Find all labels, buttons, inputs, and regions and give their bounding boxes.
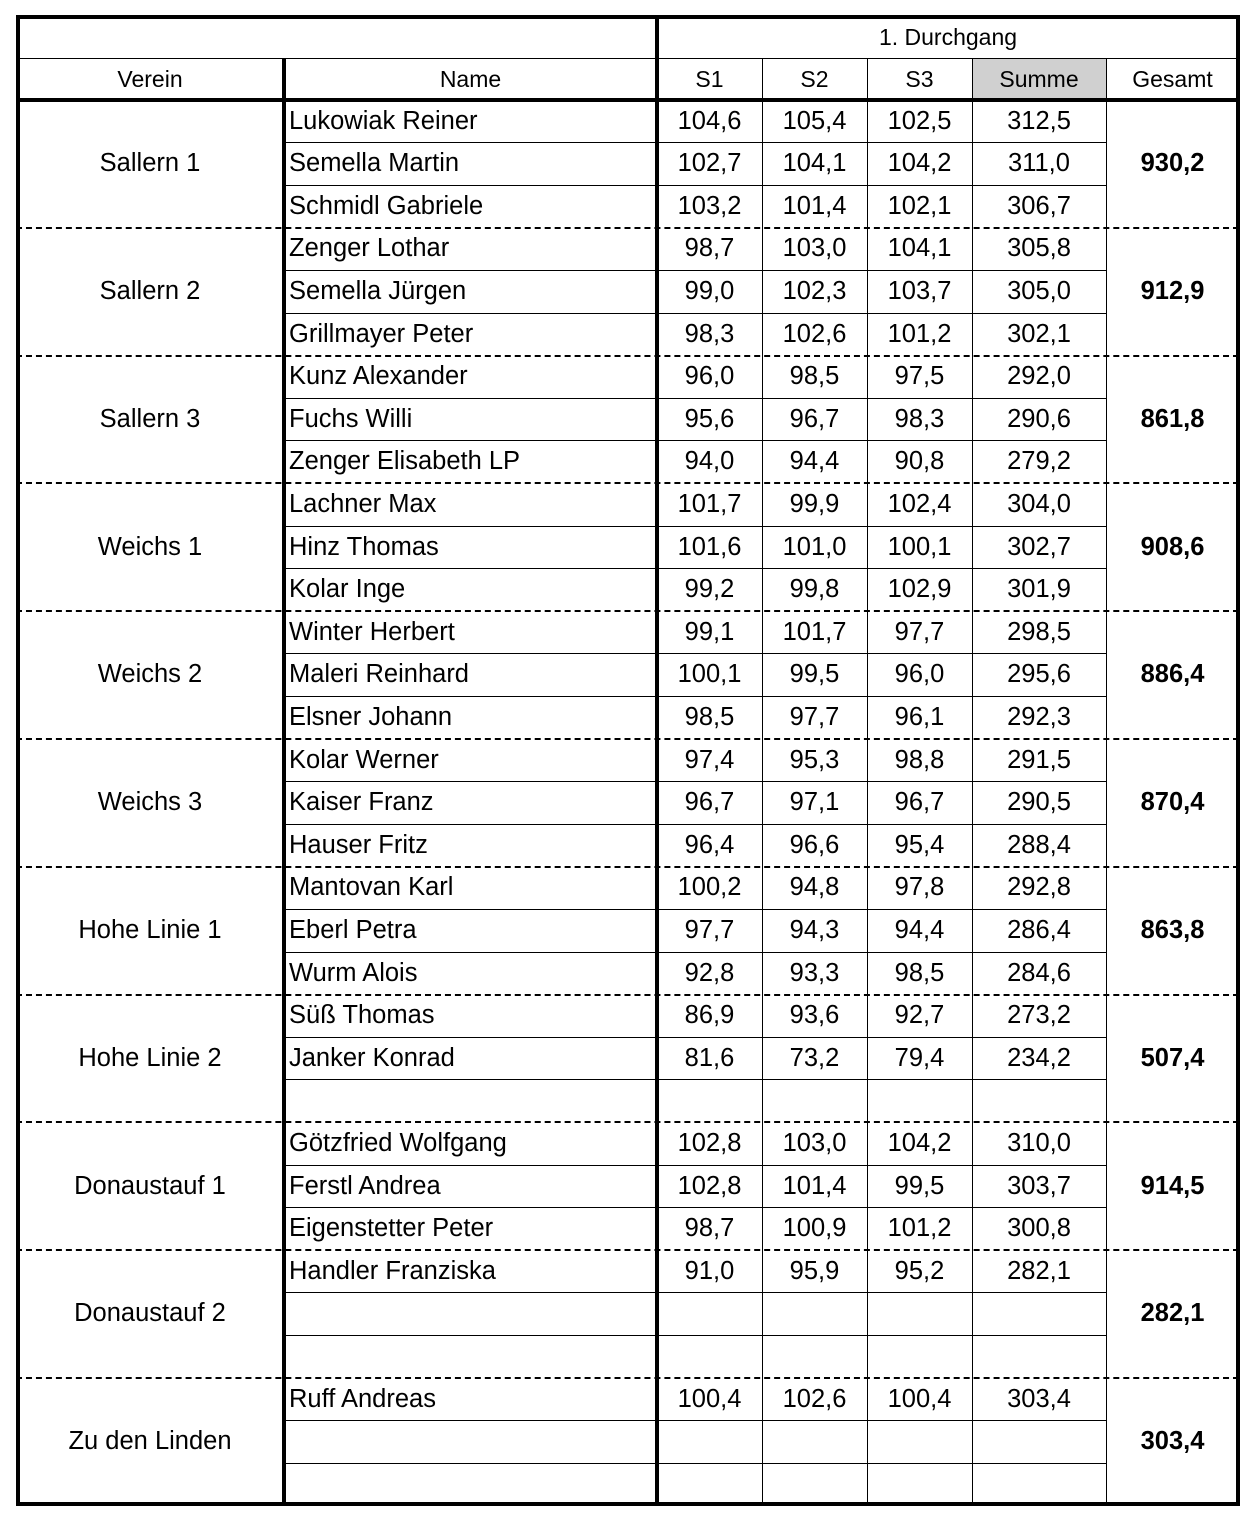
shooter-name: Kolar Inge bbox=[289, 575, 406, 604]
column-divider bbox=[282, 59, 286, 1506]
shooter-name: Wurm Alois bbox=[289, 958, 418, 987]
shooter-name: Mantovan Karl bbox=[289, 873, 454, 902]
score-s2: 103,0 bbox=[782, 234, 847, 263]
column-divider bbox=[655, 15, 659, 1506]
row-divider bbox=[284, 526, 1106, 527]
row-divider bbox=[284, 398, 1106, 399]
score-s3: 104,2 bbox=[887, 149, 952, 178]
score-s1: 101,7 bbox=[677, 489, 742, 518]
score-s2: 98,5 bbox=[789, 362, 840, 391]
score-summe: 306,7 bbox=[1007, 191, 1071, 220]
score-s3: 97,8 bbox=[894, 873, 945, 902]
score-s1: 81,6 bbox=[684, 1043, 735, 1072]
score-s1: 98,3 bbox=[684, 319, 735, 348]
score-s2: 102,6 bbox=[782, 1384, 847, 1413]
score-summe: 305,0 bbox=[1007, 276, 1071, 305]
shooter-name: Zenger Elisabeth LP bbox=[289, 447, 521, 476]
score-s3 bbox=[867, 1463, 972, 1506]
score-summe: 312,5 bbox=[1007, 106, 1071, 135]
score-s1: 97,7 bbox=[684, 915, 735, 944]
team-name: Hohe Linie 1 bbox=[78, 915, 222, 944]
score-s3: 100,4 bbox=[887, 1384, 952, 1413]
score-s2: 100,9 bbox=[782, 1214, 847, 1243]
team-total: 912,9 bbox=[1140, 276, 1205, 305]
score-s1: 103,2 bbox=[677, 191, 742, 220]
score-s2: 93,3 bbox=[789, 958, 840, 987]
score-summe: 302,7 bbox=[1007, 532, 1071, 561]
score-s1 bbox=[657, 1080, 762, 1123]
score-s3: 98,8 bbox=[894, 745, 945, 774]
score-s1: 104,6 bbox=[677, 106, 742, 135]
score-s3 bbox=[867, 1080, 972, 1123]
row-divider bbox=[284, 696, 1106, 697]
score-s2: 96,6 bbox=[789, 830, 840, 859]
score-s2: 94,8 bbox=[789, 873, 840, 902]
shooter-name: Maleri Reinhard bbox=[289, 660, 469, 689]
team-name: Donaustauf 1 bbox=[74, 1171, 226, 1200]
team-name: Sallern 1 bbox=[99, 149, 201, 178]
shooter-name: Kunz Alexander bbox=[289, 362, 468, 391]
score-summe: 303,4 bbox=[1007, 1384, 1071, 1413]
shooter-name: Janker Konrad bbox=[289, 1043, 455, 1072]
row-divider bbox=[284, 1165, 1106, 1166]
score-s3: 103,7 bbox=[887, 276, 952, 305]
score-s3: 102,1 bbox=[887, 191, 952, 220]
row-divider bbox=[284, 1420, 1106, 1421]
row-divider bbox=[284, 440, 1106, 441]
score-summe: 304,0 bbox=[1007, 489, 1071, 518]
shooter-name: Lachner Max bbox=[289, 489, 437, 518]
column-header-summe: Summe bbox=[972, 59, 1106, 100]
team-total: 908,6 bbox=[1140, 532, 1205, 561]
score-s3 bbox=[867, 1335, 972, 1378]
score-s1: 100,2 bbox=[677, 873, 742, 902]
shooter-name bbox=[284, 1293, 657, 1336]
shooter-name: Grillmayer Peter bbox=[289, 319, 474, 348]
score-s3: 96,7 bbox=[894, 788, 945, 817]
score-s2: 93,6 bbox=[789, 1001, 840, 1030]
row-divider bbox=[284, 270, 1106, 271]
team-name: Sallern 3 bbox=[99, 404, 201, 433]
score-summe: 303,7 bbox=[1007, 1171, 1071, 1200]
shooter-name: Zenger Lothar bbox=[289, 234, 450, 263]
score-s2: 97,7 bbox=[789, 702, 840, 731]
score-summe: 286,4 bbox=[1007, 915, 1071, 944]
score-summe: 295,6 bbox=[1007, 660, 1071, 689]
row-divider bbox=[284, 909, 1106, 910]
shooter-name: Hauser Fritz bbox=[289, 830, 428, 859]
team-total: 863,8 bbox=[1140, 915, 1205, 944]
score-s1: 92,8 bbox=[684, 958, 735, 987]
row-divider bbox=[284, 1207, 1106, 1208]
score-summe bbox=[972, 1335, 1106, 1378]
score-s3: 101,2 bbox=[887, 1214, 952, 1243]
row-divider bbox=[284, 185, 1106, 186]
score-s2: 105,4 bbox=[782, 106, 847, 135]
score-s1: 96,4 bbox=[684, 830, 735, 859]
score-s2: 73,2 bbox=[789, 1043, 840, 1072]
row-divider bbox=[284, 1037, 1106, 1038]
column-divider bbox=[762, 59, 763, 1506]
score-s2: 101,4 bbox=[782, 1171, 847, 1200]
score-s3 bbox=[867, 1421, 972, 1464]
score-s2 bbox=[762, 1421, 867, 1464]
score-summe: 273,2 bbox=[1007, 1001, 1071, 1030]
table-bottom-border bbox=[16, 1502, 1239, 1506]
score-s2 bbox=[762, 1080, 867, 1123]
score-s1: 99,1 bbox=[684, 617, 735, 646]
team-name: Hohe Linie 2 bbox=[78, 1043, 222, 1072]
team-total: 930,2 bbox=[1140, 149, 1205, 178]
score-s2: 96,7 bbox=[789, 404, 840, 433]
score-s3: 96,0 bbox=[894, 660, 945, 689]
team-total: 886,4 bbox=[1140, 660, 1205, 689]
score-s3: 97,7 bbox=[894, 617, 945, 646]
score-s1: 100,4 bbox=[677, 1384, 742, 1413]
score-summe bbox=[972, 1293, 1106, 1336]
table-top-border bbox=[16, 15, 1239, 19]
column-header-s3: S3 bbox=[905, 66, 934, 92]
shooter-name: Kaiser Franz bbox=[289, 788, 434, 817]
team-total: 303,4 bbox=[1140, 1427, 1205, 1456]
column-header-s2: S2 bbox=[800, 66, 829, 92]
shooter-name: Elsner Johann bbox=[289, 702, 453, 731]
score-summe: 290,5 bbox=[1007, 788, 1071, 817]
score-s1: 99,0 bbox=[684, 276, 735, 305]
shooter-name bbox=[284, 1080, 657, 1123]
shooter-name: Süß Thomas bbox=[289, 1001, 435, 1030]
shooter-name: Schmidl Gabriele bbox=[289, 191, 484, 220]
score-s1 bbox=[657, 1421, 762, 1464]
table-right-border bbox=[1236, 15, 1240, 1506]
score-s1: 102,7 bbox=[677, 149, 742, 178]
score-s2: 95,3 bbox=[789, 745, 840, 774]
score-s1 bbox=[657, 1293, 762, 1336]
score-summe: 290,6 bbox=[1007, 404, 1071, 433]
score-s2: 99,9 bbox=[789, 489, 840, 518]
column-header-verein: Verein bbox=[117, 66, 183, 92]
shooter-name: Semella Martin bbox=[289, 149, 460, 178]
team-name: Sallern 2 bbox=[99, 276, 201, 305]
row-divider bbox=[284, 1463, 1106, 1464]
shooter-name bbox=[284, 1421, 657, 1464]
score-summe bbox=[972, 1421, 1106, 1464]
score-s3: 104,1 bbox=[887, 234, 952, 263]
team-total: 507,4 bbox=[1140, 1043, 1205, 1072]
shooter-name bbox=[284, 1463, 657, 1506]
score-summe: 292,8 bbox=[1007, 873, 1071, 902]
group-header-label: 1. Durchgang bbox=[878, 23, 1018, 50]
team-total: 914,5 bbox=[1140, 1171, 1205, 1200]
results-table bbox=[16, 15, 1239, 1510]
score-s2: 94,3 bbox=[789, 915, 840, 944]
score-s1: 99,2 bbox=[684, 575, 735, 604]
score-summe: 282,1 bbox=[1007, 1256, 1071, 1285]
header-divider bbox=[16, 58, 1239, 59]
score-s1: 102,8 bbox=[677, 1128, 742, 1157]
score-s3: 95,2 bbox=[894, 1256, 945, 1285]
shooter-name: Winter Herbert bbox=[289, 617, 455, 646]
score-s1: 91,0 bbox=[684, 1256, 735, 1285]
row-divider bbox=[284, 142, 1106, 143]
team-total: 870,4 bbox=[1140, 788, 1205, 817]
row-divider bbox=[284, 824, 1106, 825]
score-s3: 94,4 bbox=[894, 915, 945, 944]
score-s3: 102,9 bbox=[887, 575, 952, 604]
score-s2 bbox=[762, 1293, 867, 1336]
score-s3: 97,5 bbox=[894, 362, 945, 391]
team-name: Weichs 3 bbox=[97, 788, 203, 817]
shooter-name: Semella Jürgen bbox=[289, 276, 467, 305]
shooter-name bbox=[284, 1335, 657, 1378]
column-divider bbox=[972, 59, 973, 1506]
score-s3: 102,5 bbox=[887, 106, 952, 135]
score-s1: 95,6 bbox=[684, 404, 735, 433]
score-summe: 234,2 bbox=[1007, 1043, 1071, 1072]
row-divider bbox=[284, 313, 1106, 314]
score-summe: 292,3 bbox=[1007, 702, 1071, 731]
score-s1: 101,6 bbox=[677, 532, 742, 561]
score-summe: 311,0 bbox=[1008, 149, 1070, 178]
score-s2: 101,0 bbox=[782, 532, 847, 561]
column-header-name: Name bbox=[439, 66, 502, 92]
score-s2: 102,3 bbox=[782, 276, 847, 305]
team-name: Donaustauf 2 bbox=[74, 1299, 226, 1328]
column-divider bbox=[1106, 59, 1107, 1506]
score-summe: 291,5 bbox=[1007, 745, 1071, 774]
score-summe: 300,8 bbox=[1007, 1214, 1071, 1243]
score-s3: 102,4 bbox=[887, 489, 952, 518]
score-s2: 104,1 bbox=[782, 149, 847, 178]
header-bottom-border bbox=[16, 98, 1239, 102]
column-header-s1: S1 bbox=[695, 66, 724, 92]
score-s3: 98,3 bbox=[894, 404, 945, 433]
score-s2: 101,7 bbox=[782, 617, 847, 646]
score-s2: 102,6 bbox=[782, 319, 847, 348]
score-s1 bbox=[657, 1335, 762, 1378]
shooter-name: Hinz Thomas bbox=[289, 532, 439, 561]
team-total: 282,1 bbox=[1140, 1299, 1205, 1328]
score-summe: 298,5 bbox=[1007, 617, 1071, 646]
score-s3: 104,2 bbox=[887, 1128, 952, 1157]
score-s3 bbox=[867, 1293, 972, 1336]
score-summe: 302,1 bbox=[1007, 319, 1071, 348]
shooter-name: Eberl Petra bbox=[289, 915, 417, 944]
row-divider bbox=[284, 1335, 1106, 1336]
row-divider bbox=[284, 1079, 1106, 1080]
score-summe bbox=[972, 1080, 1106, 1123]
team-name: Weichs 1 bbox=[97, 532, 203, 561]
score-s1: 102,8 bbox=[677, 1171, 742, 1200]
score-s1: 97,4 bbox=[684, 745, 735, 774]
score-s2: 94,4 bbox=[789, 447, 840, 476]
score-summe bbox=[972, 1463, 1106, 1506]
score-summe: 310,0 bbox=[1007, 1128, 1071, 1157]
score-s3: 96,1 bbox=[894, 702, 945, 731]
shooter-name: Ruff Andreas bbox=[289, 1384, 436, 1413]
score-s1: 86,9 bbox=[684, 1001, 735, 1030]
table-left-border bbox=[16, 15, 20, 1506]
shooter-name: Götzfried Wolfgang bbox=[289, 1128, 507, 1157]
score-s2 bbox=[762, 1463, 867, 1506]
row-divider bbox=[284, 781, 1106, 782]
score-s2: 103,0 bbox=[782, 1128, 847, 1157]
score-summe: 292,0 bbox=[1007, 362, 1071, 391]
score-s2: 101,4 bbox=[782, 191, 847, 220]
score-s3: 90,8 bbox=[894, 447, 945, 476]
score-s1: 98,7 bbox=[684, 1214, 735, 1243]
shooter-name: Eigenstetter Peter bbox=[289, 1214, 494, 1243]
team-total: 861,8 bbox=[1140, 404, 1205, 433]
score-s2: 99,5 bbox=[789, 660, 840, 689]
column-divider bbox=[867, 59, 868, 1506]
team-name: Zu den Linden bbox=[68, 1427, 232, 1456]
row-divider bbox=[284, 653, 1106, 654]
score-s1: 98,5 bbox=[684, 702, 735, 731]
score-s1 bbox=[657, 1463, 762, 1506]
score-summe: 288,4 bbox=[1007, 830, 1071, 859]
score-s1: 98,7 bbox=[684, 234, 735, 263]
score-s1: 100,1 bbox=[677, 660, 742, 689]
shooter-name: Fuchs Willi bbox=[289, 404, 413, 433]
score-summe: 301,9 bbox=[1007, 575, 1071, 604]
row-divider bbox=[284, 568, 1106, 569]
shooter-name: Ferstl Andrea bbox=[289, 1171, 441, 1200]
shooter-name: Kolar Werner bbox=[289, 745, 439, 774]
score-s1: 94,0 bbox=[684, 447, 735, 476]
score-s2 bbox=[762, 1335, 867, 1378]
score-s3: 101,2 bbox=[887, 319, 952, 348]
shooter-name: Handler Franziska bbox=[289, 1256, 496, 1285]
score-s3: 79,4 bbox=[894, 1043, 945, 1072]
score-s3: 98,5 bbox=[894, 958, 945, 987]
score-summe: 279,2 bbox=[1007, 447, 1071, 476]
column-header-gesamt: Gesamt bbox=[1132, 66, 1213, 92]
score-s2: 99,8 bbox=[789, 575, 840, 604]
score-s1: 96,7 bbox=[684, 788, 735, 817]
team-name: Weichs 2 bbox=[97, 660, 203, 689]
score-summe: 284,6 bbox=[1007, 958, 1071, 987]
score-s2: 97,1 bbox=[789, 788, 840, 817]
row-divider bbox=[284, 952, 1106, 953]
score-s2: 95,9 bbox=[789, 1256, 840, 1285]
row-divider bbox=[284, 1292, 1106, 1293]
score-s1: 96,0 bbox=[684, 362, 735, 391]
score-s3: 99,5 bbox=[894, 1171, 945, 1200]
score-summe: 305,8 bbox=[1007, 234, 1071, 263]
score-s3: 92,7 bbox=[894, 1001, 945, 1030]
score-s3: 95,4 bbox=[894, 830, 945, 859]
shooter-name: Lukowiak Reiner bbox=[289, 106, 478, 135]
score-s3: 100,1 bbox=[887, 532, 952, 561]
